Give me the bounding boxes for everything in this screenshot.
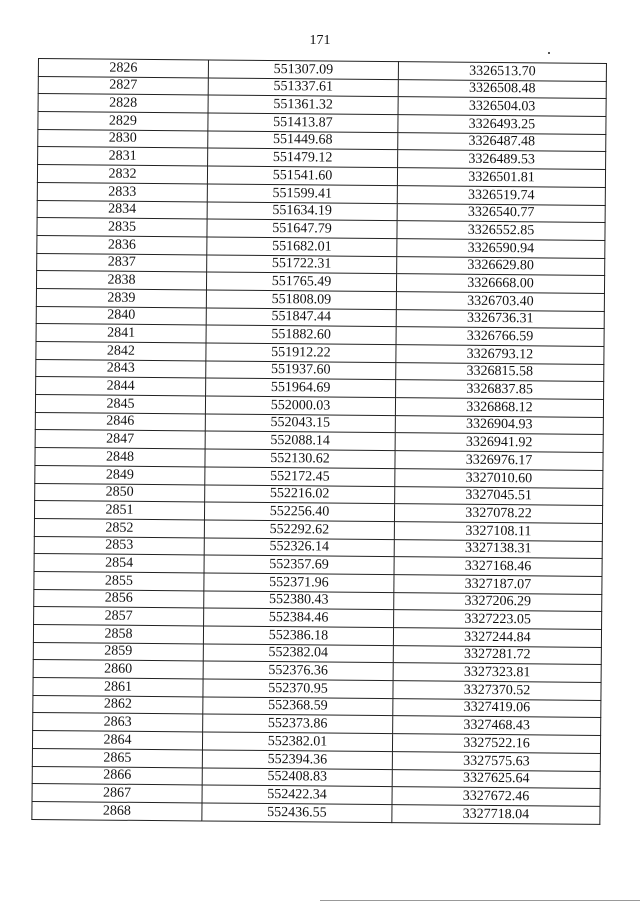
x-coordinate-cell: 551307.09 [208,60,398,79]
y-coordinate-cell: 3326904.93 [395,415,603,435]
x-coordinate-cell: 552172.45 [205,467,395,486]
y-coordinate-cell: 3326736.31 [396,309,604,329]
y-coordinate-cell: 3327468.43 [393,716,601,736]
x-coordinate-cell: 552384.46 [204,608,394,627]
point-number-cell: 2841 [36,324,206,343]
point-number-cell: 2858 [33,624,203,643]
point-number-cell: 2843 [36,359,206,378]
y-coordinate-cell: 3326766.59 [396,327,604,347]
y-coordinate-cell: 3326793.12 [396,345,604,365]
y-coordinate-cell: 3326552.85 [397,221,605,241]
y-coordinate-cell: 3327625.64 [392,769,600,789]
point-number-cell: 2861 [33,678,203,697]
x-coordinate-cell: 551937.60 [206,361,396,380]
y-coordinate-cell: 3327522.16 [392,734,600,754]
x-coordinate-cell: 552088.14 [205,431,395,450]
y-coordinate-cell: 3327323.81 [393,663,601,683]
y-coordinate-cell: 3327718.04 [392,804,600,824]
y-coordinate-cell: 3326487.48 [398,132,606,152]
x-coordinate-cell: 551479.12 [208,148,398,167]
point-number-cell: 2868 [32,801,202,820]
coordinates-table [31,58,607,824]
x-coordinate-cell: 552394.36 [202,750,392,769]
x-coordinate-cell: 551361.32 [208,95,398,114]
x-coordinate-cell: 552292.62 [204,520,394,539]
point-number-cell: 2834 [37,200,207,219]
x-coordinate-cell: 552370.95 [203,679,393,698]
x-coordinate-cell: 552368.59 [203,697,393,716]
y-coordinate-cell: 3327187.07 [394,575,602,595]
x-coordinate-cell: 552376.36 [203,661,393,680]
x-coordinate-cell: 551912.22 [206,343,396,362]
bottom-rule [320,900,640,901]
x-coordinate-cell: 551647.79 [207,219,397,238]
x-coordinate-cell: 551847.44 [206,308,396,327]
y-coordinate-cell: 3326540.77 [397,203,605,223]
point-number-cell: 2847 [35,430,205,449]
x-coordinate-cell: 552357.69 [204,555,394,574]
point-number-cell: 2835 [37,218,207,237]
y-coordinate-cell: 3327108.11 [394,522,602,542]
point-number-cell: 2853 [34,536,204,555]
y-coordinate-cell: 3326590.94 [397,239,605,259]
x-coordinate-cell: 552043.15 [205,414,395,433]
x-coordinate-cell: 552326.14 [204,538,394,557]
y-coordinate-cell: 3327010.60 [395,468,603,488]
x-coordinate-cell: 552382.01 [202,732,392,751]
y-coordinate-cell: 3326513.70 [398,62,606,82]
x-coordinate-cell: 551413.87 [208,113,398,132]
x-coordinate-cell: 551682.01 [207,237,397,256]
point-number-cell: 2827 [38,76,208,95]
y-coordinate-cell: 3327370.52 [393,681,601,701]
x-coordinate-cell: 552130.62 [205,449,395,468]
point-number-cell: 2864 [32,731,202,750]
point-number-cell: 2845 [35,395,205,414]
stray-mark [548,52,550,54]
y-coordinate-cell: 3326629.80 [397,256,605,276]
x-coordinate-cell: 552373.86 [203,714,393,733]
point-number-cell: 2867 [32,784,202,803]
point-number-cell: 2859 [33,642,203,661]
point-number-cell: 2863 [33,713,203,732]
point-number-cell: 2839 [36,288,206,307]
x-coordinate-cell: 551599.41 [207,184,397,203]
y-coordinate-cell: 3327045.51 [395,486,603,506]
point-number-cell: 2855 [34,571,204,590]
point-number-cell: 2851 [34,501,204,520]
y-coordinate-cell: 3326519.74 [397,185,605,205]
point-number-cell: 2846 [35,412,205,431]
y-coordinate-cell: 3327168.46 [394,557,602,577]
y-coordinate-cell: 3326941.92 [395,433,603,453]
y-coordinate-cell: 3326868.12 [395,398,603,418]
y-coordinate-cell: 3327138.31 [394,539,602,559]
x-coordinate-cell: 551765.49 [206,272,396,291]
point-number-cell: 2865 [32,748,202,767]
point-number-cell: 2832 [37,165,207,184]
y-coordinate-cell: 3326493.25 [398,115,606,135]
x-coordinate-cell: 552380.43 [204,591,394,610]
point-number-cell: 2829 [38,112,208,131]
x-coordinate-cell: 552422.34 [202,785,392,804]
coordinates-table-container [31,58,606,824]
x-coordinate-cell: 551541.60 [207,166,397,185]
point-number-cell: 2852 [34,518,204,537]
point-number-cell: 2862 [33,695,203,714]
point-number-cell: 2857 [34,607,204,626]
x-coordinate-cell: 552256.40 [204,502,394,521]
point-number-cell: 2830 [38,129,208,148]
point-number-cell: 2831 [38,147,208,166]
y-coordinate-cell: 3326976.17 [395,451,603,471]
point-number-cell: 2860 [33,660,203,679]
y-coordinate-cell: 3326501.81 [397,168,605,188]
point-number-cell: 2838 [36,271,206,290]
y-coordinate-cell: 3327078.22 [394,504,602,524]
point-number-cell: 2836 [37,235,207,254]
y-coordinate-cell: 3326703.40 [396,292,604,312]
x-coordinate-cell: 551722.31 [207,255,397,274]
point-number-cell: 2826 [38,59,208,78]
point-number-cell: 2840 [36,306,206,325]
y-coordinate-cell: 3326489.53 [398,150,606,170]
y-coordinate-cell: 3326837.85 [396,380,604,400]
point-number-cell: 2866 [32,766,202,785]
point-number-cell: 2833 [37,182,207,201]
point-number-cell: 2856 [34,589,204,608]
x-coordinate-cell: 552386.18 [203,626,393,645]
y-coordinate-cell: 3327672.46 [392,787,600,807]
x-coordinate-cell: 552436.55 [202,803,392,822]
y-coordinate-cell: 3327206.29 [394,592,602,612]
x-coordinate-cell: 552382.04 [203,644,393,663]
x-coordinate-cell: 551808.09 [206,290,396,309]
x-coordinate-cell: 552408.83 [202,767,392,786]
point-number-cell: 2848 [35,448,205,467]
page-number: 171 [309,33,331,48]
y-coordinate-cell: 3326508.48 [398,79,606,99]
y-coordinate-cell: 3326815.58 [396,362,604,382]
x-coordinate-cell: 551337.61 [208,78,398,97]
x-coordinate-cell: 551964.69 [206,378,396,397]
point-number-cell: 2844 [36,377,206,396]
y-coordinate-cell: 3327244.84 [393,628,601,648]
y-coordinate-cell: 3327419.06 [393,698,601,718]
x-coordinate-cell: 551634.19 [207,201,397,220]
y-coordinate-cell: 3326504.03 [398,97,606,117]
x-coordinate-cell: 551449.68 [208,131,398,150]
y-coordinate-cell: 3326668.00 [396,274,604,294]
coordinates-table-body [32,59,607,824]
x-coordinate-cell: 552216.02 [205,484,395,503]
point-number-cell: 2842 [36,341,206,360]
y-coordinate-cell: 3327281.72 [393,645,601,665]
point-number-cell: 2828 [38,94,208,113]
x-coordinate-cell: 552371.96 [204,573,394,592]
point-number-cell: 2837 [37,253,207,272]
point-number-cell: 2850 [35,483,205,502]
x-coordinate-cell: 552000.03 [205,396,395,415]
point-number-cell: 2854 [34,554,204,573]
point-number-cell: 2849 [35,465,205,484]
y-coordinate-cell: 3327575.63 [392,751,600,771]
y-coordinate-cell: 3327223.05 [394,610,602,630]
x-coordinate-cell: 551882.60 [206,325,396,344]
